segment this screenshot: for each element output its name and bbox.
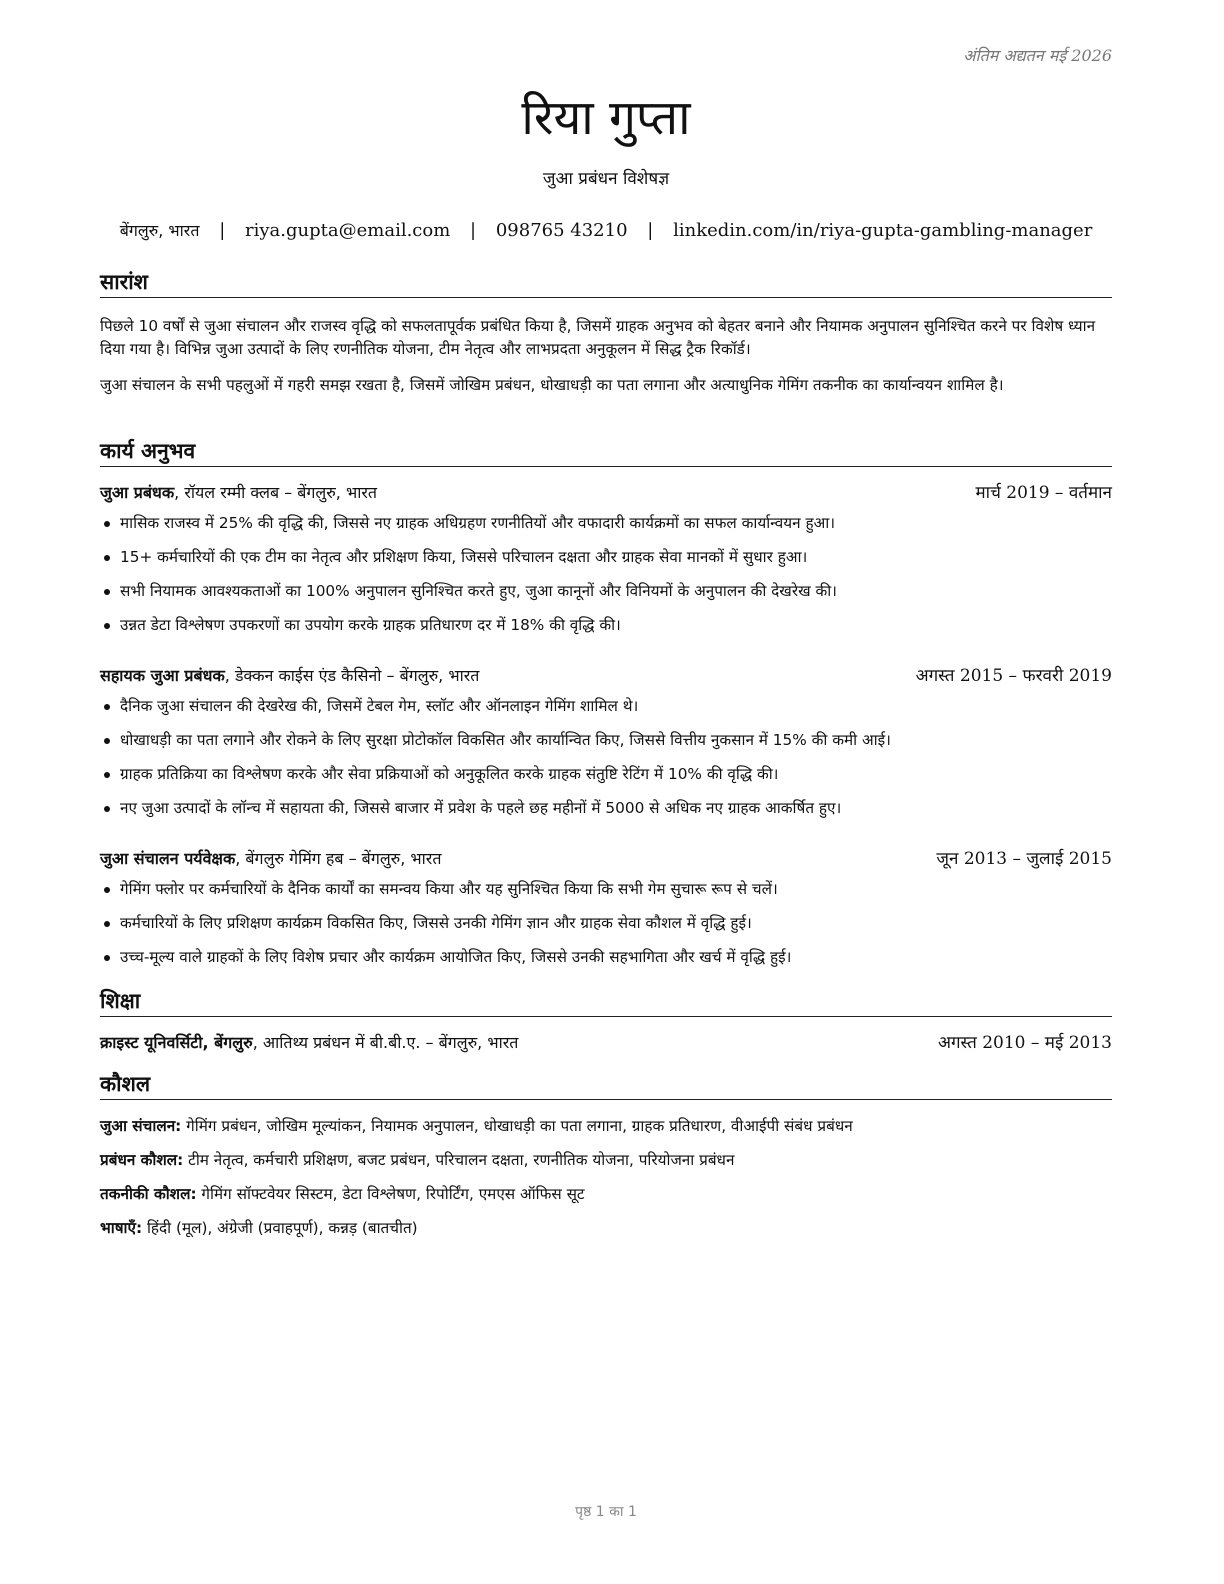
contact-line <box>100 219 1112 241</box>
education-dates: अगस्त 2010 – मई 2013 <box>937 1033 1112 1053</box>
bullet-item: ग्राहक प्रतिक्रिया का विश्लेषण करके और सेवा प्रक्रियाओं को अनुकूलित करके ग्राहक संतुष्टि रेटिंग में 10% की वृद्धि की। <box>100 763 1112 797</box>
bullet-item: गेमिंग फ्लोर पर कर्मचारियों के दैनिक कार्यों का समन्वय किया और यह सुनिश्चित किया कि सभी गेम सुचारू रूप से चलें। <box>100 878 1112 912</box>
linkedin-link[interactable]: linkedin.com/in/riya-gupta-gambling-manager <box>673 220 1093 241</box>
separator: | <box>647 220 654 241</box>
job-org: , रॉयल रम्मी क्लब – बेंगलुरु, भारत <box>174 483 378 502</box>
skill-value: गेमिंग प्रबंधन, जोखिम मूल्यांकन, नियामक अनुपालन, धोखाधड़ी का पता लगाना, ग्राहक प्रतिधारण, वीआईपी संबंध प्रबंधन <box>181 1117 853 1135</box>
job-bullets <box>100 878 1112 980</box>
job-title-line <box>100 482 377 504</box>
degree: , आतिथ्य प्रबंधन में बी.बी.ए. – बेंगलुरु, भारत <box>252 1033 519 1052</box>
bullet-item: 15+ कर्मचारियों की एक टीम का नेतृत्व और प्रशिक्षण किया, जिससे परिचालन दक्षता और ग्राहक सेवा मानकों में सुधार हुआ। <box>100 546 1112 580</box>
skill-line <box>100 1149 1112 1171</box>
summary-paragraph-2: जुआ संचालन के सभी पहलुओं में गहरी समझ रखता है, जिसमें जोखिम प्रबंधन, धोखाधड़ी का पता लगाना और अत्याधुनिक गेमिंग तकनीक का कार्यान्वयन शामिल है। <box>100 376 1004 394</box>
skill-value: गेमिंग सॉफ्टवेयर सिस्टम, डेटा विश्लेषण, रिपोर्टिंग, एमएस ऑफिस सूट <box>196 1185 585 1203</box>
skill-line <box>100 1183 1112 1205</box>
bullet-item: मासिक राजस्व में 25% की वृद्धि की, जिससे नए ग्राहक अधिग्रहण रणनीतियों और वफादारी कार्यक्रमों का सफल कार्यान्वयन हुआ। <box>100 512 1112 546</box>
skills-heading: कौशल <box>100 1070 1112 1100</box>
bullet-item: धोखाधड़ी का पता लगाने और रोकने के लिए सुरक्षा प्रोटोकॉल विकसित और कार्यान्वित किए, जिससे वित्तीय नुकसान में 15% की कमी आई। <box>100 729 1112 763</box>
bullet-item: कर्मचारियों के लिए प्रशिक्षण कार्यक्रम विकसित किए, जिससे उनकी गेमिंग ज्ञान और ग्राहक सेवा कौशल में वृद्धि हुई। <box>100 912 1112 946</box>
job-role: सहायक जुआ प्रबंधक <box>100 666 225 685</box>
summary-paragraph-1: पिछले 10 वर्षों से जुआ संचालन और राजस्व वृद्धि को सफलतापूर्वक प्रबंधित किया है, जिसमें ग्राहक अनुभव को बेहतर बनाने और नियामक अनुपालन सुनिश्चित करने पर विशेष ध्यान दिया गया है। विभिन्न जुआ उत्पादों के लिए रणनीतिक योजना, टीम नेतृत्व और लाभप्रदता अनुकूलन में सिद्ध ट्रैक रिकॉर्ड। <box>100 317 1096 358</box>
job-header <box>100 482 1112 504</box>
education-heading: शिक्षा <box>100 987 1112 1017</box>
skill-line <box>100 1217 1112 1239</box>
bullet-item: नए जुआ उत्पादों के लॉन्च में सहायता की, जिससे बाजार में प्रवेश के पहले छह महीनों में 5000 से अधिक नए ग्राहक आकर्षित हुए। <box>100 797 1112 831</box>
job-title-line <box>100 665 479 687</box>
bullet-item: उच्च-मूल्य वाले ग्राहकों के लिए विशेष प्रचार और कार्यक्रम आयोजित किए, जिससे उनकी सहभागिता और खर्च में वृद्धि हुई। <box>100 946 1112 980</box>
skill-value: हिंदी (मूल), अंग्रेजी (प्रवाहपूर्ण), कन्नड़ (बातचीत) <box>142 1219 418 1237</box>
education-line <box>100 1032 518 1054</box>
skill-label: प्रबंधन कौशल: <box>100 1151 184 1169</box>
job-role: जुआ संचालन पर्यवेक्षक <box>100 849 236 868</box>
bullet-item: उन्नत डेटा विश्लेषण उपकरणों का उपयोग करके ग्राहक प्रतिधारण दर में 18% की वृद्धि की। <box>100 614 1112 648</box>
headline: जुआ प्रबंधन विशेषज्ञ <box>542 169 670 189</box>
school-name: क्राइस्ट यूनिवर्सिटी, बेंगलुरु <box>100 1033 253 1052</box>
email-link[interactable]: riya.gupta@email.com <box>245 220 451 241</box>
job-bullets <box>100 695 1112 831</box>
page-number: पृष्ठ 1 का 1 <box>575 1504 637 1520</box>
skill-label: भाषाएँ: <box>100 1219 143 1237</box>
separator: | <box>219 220 226 241</box>
skill-line <box>100 1115 1112 1137</box>
job-header <box>100 848 1112 870</box>
bullet-item: दैनिक जुआ संचालन की देखरेख की, जिसमें टेबल गेम, स्लॉट और ऑनलाइन गेमिंग शामिल थे। <box>100 695 1112 729</box>
skill-label: जुआ संचालन: <box>100 1117 182 1135</box>
job-role: जुआ प्रबंधक <box>100 483 175 502</box>
candidate-name: रिया गुप्ता <box>521 90 691 146</box>
job-header <box>100 665 1112 687</box>
job-dates: जून 2013 – जुलाई 2015 <box>936 849 1112 869</box>
location: बेंगलुरु, भारत <box>119 221 200 240</box>
experience-heading: कार्य अनुभव <box>100 437 1112 467</box>
job-bullets <box>100 512 1112 648</box>
resume-page <box>100 0 1112 1584</box>
summary-heading: सारांश <box>100 268 1112 298</box>
skill-value: टीम नेतृत्व, कर्मचारी प्रशिक्षण, बजट प्रबंधन, परिचालन दक्षता, रणनीतिक योजना, परियोजना प्रबंधन <box>183 1151 735 1169</box>
separator: | <box>470 220 477 241</box>
job-title-line <box>100 848 441 870</box>
last-updated: अंतिम अद्यतन मई 2026 <box>963 46 1112 65</box>
job-dates: अगस्त 2015 – फरवरी 2019 <box>915 666 1112 686</box>
education-entry <box>100 1032 1112 1054</box>
skill-label: तकनीकी कौशल: <box>100 1185 197 1203</box>
bullet-item: सभी नियामक आवश्यकताओं का 100% अनुपालन सुनिश्चित करते हुए, जुआ कानूनों और विनियमों के अनुपालन की देखरेख की। <box>100 580 1112 614</box>
job-org: , बेंगलुरु गेमिंग हब – बेंगलुरु, भारत <box>235 849 442 868</box>
job-dates: मार्च 2019 – वर्तमान <box>975 483 1112 503</box>
phone: 098765 43210 <box>495 220 628 241</box>
job-org: , डेक्कन काईस एंड कैसिनो – बेंगलुरु, भारत <box>224 666 480 685</box>
